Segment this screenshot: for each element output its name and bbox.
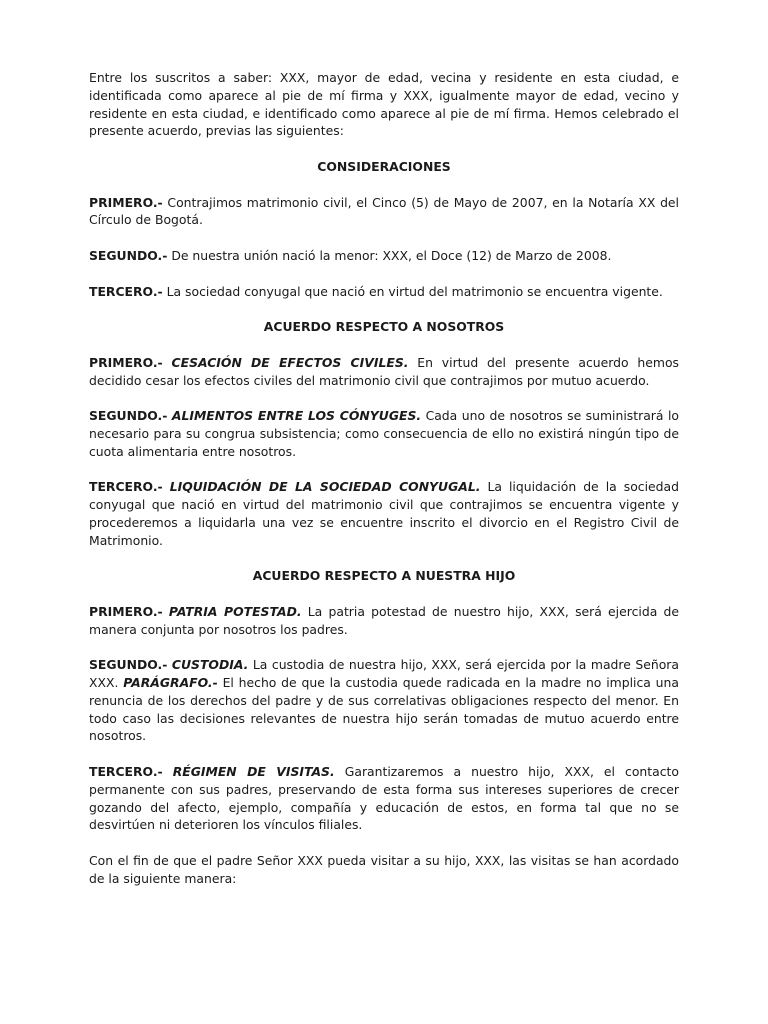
- closing-paragraph: Con el fin de que el padre Señor XXX pueda visitar a su hijo, XXX, las visitas se han acordado de la siguiente manera:: [89, 853, 679, 886]
- clause-lead: PRIMERO.-: [89, 194, 163, 210]
- acuerdo-hijo-tercero: [89, 763, 679, 834]
- clause-text: Cada uno de nosotros se suministrará lo necesario para su congrua subsistencia; como consecuencia de ello no existirá ningún tipo de cuota alimentaria entre nosotros.: [89, 408, 679, 459]
- consideracion-segundo: [89, 247, 679, 265]
- acuerdo-hijo-segundo: [89, 656, 679, 745]
- clause-text: Garantizaremos a nuestro hijo, XXX, el contacto permanente con sus padres, preservando de esta forma sus intereses superiores de crecer gozando del afecto, ejemplo, compañía y educación de estos, en forma tal que no se desvirtúen ni deterioren los vínculos filiales.: [89, 764, 679, 833]
- clause-lead: TERCERO.-: [89, 764, 163, 780]
- clause-title: CUSTODIA.: [171, 657, 249, 673]
- clause-text: La liquidación de la sociedad conyugal que nació en virtud del matrimonio civil que contrajimos se encuentra vigente y procederemos a liquidarla una vez se encuentre inscrito el divorcio en el Registro Civil de Matrimonio.: [89, 479, 679, 548]
- clause-text: La custodia de nuestra hijo, XXX, será ejercida por la madre Señora XXX.: [89, 657, 679, 691]
- clause-lead: PRIMERO.-: [89, 603, 163, 619]
- clause-lead: SEGUNDO.-: [89, 657, 168, 673]
- clause-text: Contrajimos matrimonio civil, el Cinco (5) de Mayo de 2007, en la Notaría XX del Círculo de Bogotá.: [89, 194, 679, 228]
- clause-lead: SEGUNDO.-: [89, 408, 168, 424]
- heading-acuerdo-hijo: ACUERDO RESPECTO A NUESTRA HIJO: [252, 568, 516, 584]
- acuerdo-nosotros-primero: [89, 354, 679, 390]
- paragrafo-title: PARÁGRAFO.-: [123, 675, 218, 691]
- consideracion-primero: [89, 194, 679, 230]
- clause-lead: SEGUNDO.-: [89, 247, 168, 263]
- clause-text: La sociedad conyugal que nació en virtud del matrimonio se encuentra vigente.: [162, 283, 663, 299]
- consideracion-tercero: [89, 283, 679, 301]
- clause-title: ALIMENTOS ENTRE LOS CÓNYUGES.: [171, 408, 422, 424]
- clause-text: La patria potestad de nuestro hijo, XXX, será ejercida de manera conjunta por nosotros los padres.: [89, 603, 679, 637]
- clause-text: De nuestra unión nació la menor: XXX, el Doce (12) de Marzo de 2008.: [167, 247, 612, 263]
- clause-lead: TERCERO.-: [89, 479, 163, 495]
- clause-title: PATRIA POTESTAD.: [168, 603, 302, 619]
- document-page: [89, 69, 679, 905]
- clause-lead: PRIMERO.-: [89, 354, 163, 370]
- acuerdo-nosotros-segundo: [89, 407, 679, 460]
- clause-title: CESACIÓN DE EFECTOS CIVILES.: [171, 354, 409, 370]
- paragrafo-text: El hecho de que la custodia quede radicada en la madre no implica una renuncia de los derechos del padre y de sus correlativas obligaciones respecto del menor. En todo caso las decisiones relevantes de nuestra hijo serán tomadas de mutuo acuerdo entre nosotros.: [89, 675, 679, 744]
- clause-title: LIQUIDACIÓN DE LA SOCIEDAD CONYUGAL.: [169, 479, 481, 495]
- acuerdo-nosotros-tercero: [89, 478, 679, 549]
- acuerdo-hijo-primero: [89, 603, 679, 639]
- clause-lead: TERCERO.-: [89, 283, 163, 299]
- heading-acuerdo-nosotros: ACUERDO RESPECTO A NOSOTROS: [263, 319, 505, 335]
- clause-title: RÉGIMEN DE VISITAS.: [172, 764, 335, 780]
- clause-text: En virtud del presente acuerdo hemos decidido cesar los efectos civiles del matrimonio civil que contrajimos por mutuo acuerdo.: [89, 354, 679, 388]
- intro-paragraph: Entre los suscritos a saber: XXX, mayor de edad, vecina y residente en esta ciudad, e identificada como aparece al pie de mí firma y XXX, igualmente mayor de edad, vecino y residente en esta ciudad, e identificado como aparece al pie de mí firma. Hemos celebrado el presente acuerdo, previas las siguientes:: [89, 70, 679, 139]
- heading-consideraciones: CONSIDERACIONES: [317, 158, 451, 174]
